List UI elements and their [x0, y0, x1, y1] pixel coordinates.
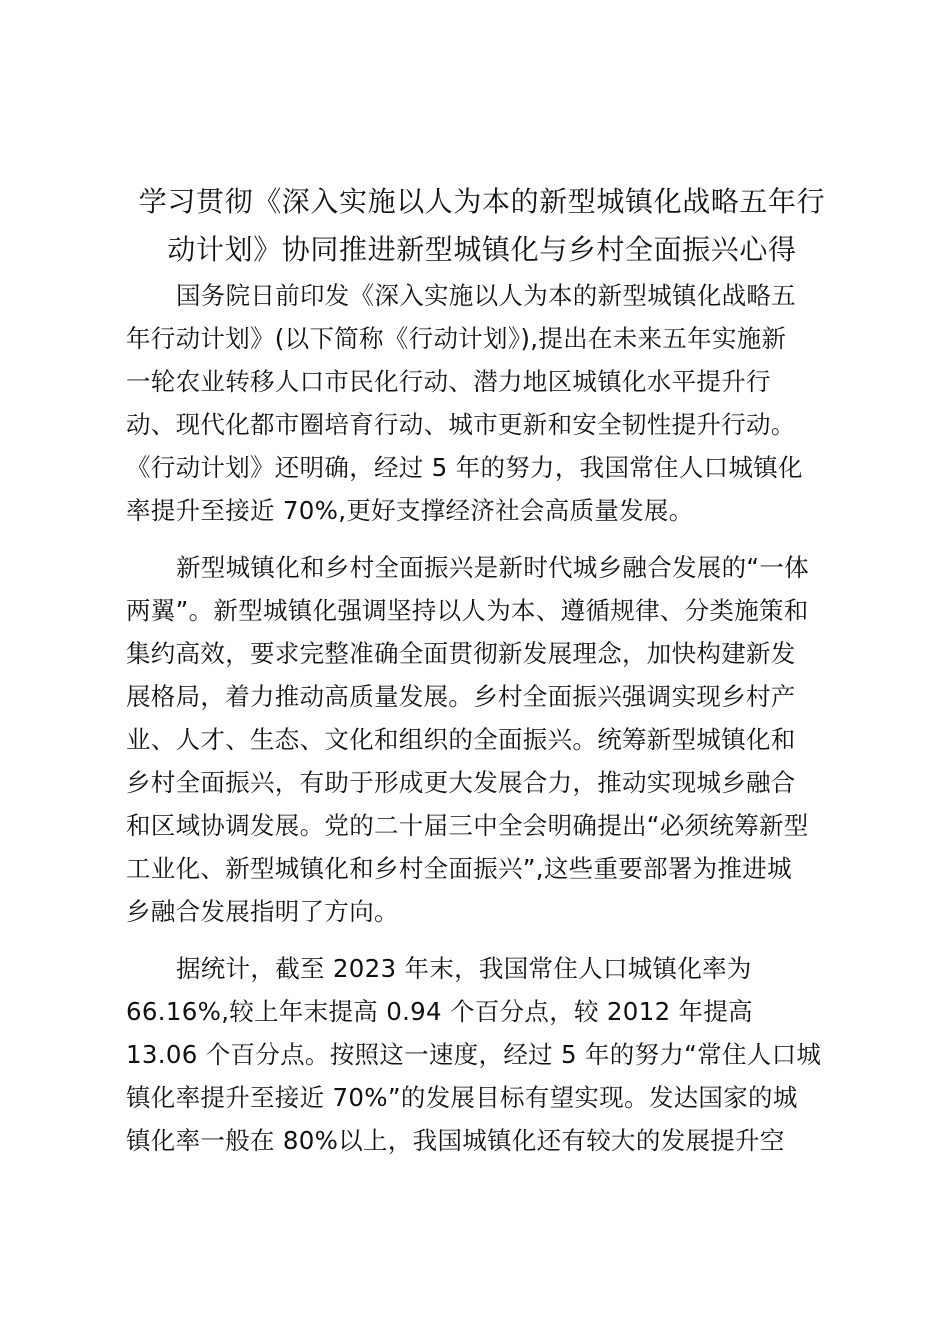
text-line: 《行动计划》还明确，经过 5 年的努力，我国常住人口城镇化 — [126, 453, 803, 482]
text-line: 乡融合发展指明了方向。 — [126, 897, 399, 926]
title-line: 动计划》协同推进新型城镇化与乡村全面振兴心得 — [167, 233, 797, 266]
text-line: 业、人才、生态、文化和组织的全面振兴。统筹新型城镇化和 — [126, 725, 796, 754]
text-line: 新型城镇化和乡村全面振兴是新时代城乡融合发展的“一体 — [176, 553, 809, 582]
paragraph-1 — [126, 274, 838, 532]
text-line: 镇化率一般在 80%以上，我国城镇化还有较大的发展提升空 — [126, 1126, 785, 1155]
document-page — [126, 178, 838, 1162]
text-line: 国务院日前印发《深入实施以人为本的新型城镇化战略五 — [176, 281, 796, 310]
paragraph-2 — [126, 546, 838, 933]
text-line: 和区域协调发展。党的二十届三中全会明确提出“必须统筹新型 — [126, 811, 809, 840]
text-line: 年行动计划》(以下简称《行动计划》),提出在未来五年实施新 — [126, 324, 787, 353]
text-line: 集约高效，要求完整准确全面贯彻新发展理念，加快构建新发 — [126, 639, 796, 668]
text-line: 展格局，着力推动高质量发展。乡村全面振兴强调实现乡村产 — [126, 682, 796, 711]
text-line: 动、现代化都市圈培育行动、城市更新和安全韧性提升行动。 — [126, 410, 796, 439]
text-line: 工业化、新型城镇化和乡村全面振兴”,这些重要部署为推进城 — [126, 854, 792, 883]
text-line: 率提升至接近 70%,更好支撑经济社会高质量发展。 — [126, 496, 694, 525]
paragraph-3 — [126, 947, 838, 1162]
text-line: 13.06 个百分点。按照这一速度，经过 5 年的努力“常住人口城 — [126, 1040, 822, 1069]
document-body — [126, 274, 838, 1162]
title-line: 学习贯彻《深入实施以人为本的新型城镇化战略五年行 — [138, 185, 826, 218]
text-line: 66.16%,较上年末提高 0.94 个百分点，较 2012 年提高 — [126, 997, 753, 1026]
text-line: 一轮农业转移人口市民化行动、潜力地区城镇化水平提升行 — [126, 367, 771, 396]
text-line: 据统计，截至 2023 年末，我国常住人口城镇化率为 — [176, 954, 752, 983]
text-line: 镇化率提升至接近 70%”的发展目标有望实现。发达国家的城 — [126, 1083, 798, 1112]
text-line: 乡村全面振兴，有助于形成更大发展合力，推动实现城乡融合 — [126, 768, 796, 797]
document-title — [126, 178, 838, 274]
text-line: 两翼”。新型城镇化强调坚持以人为本、遵循规律、分类施策和 — [126, 596, 809, 625]
